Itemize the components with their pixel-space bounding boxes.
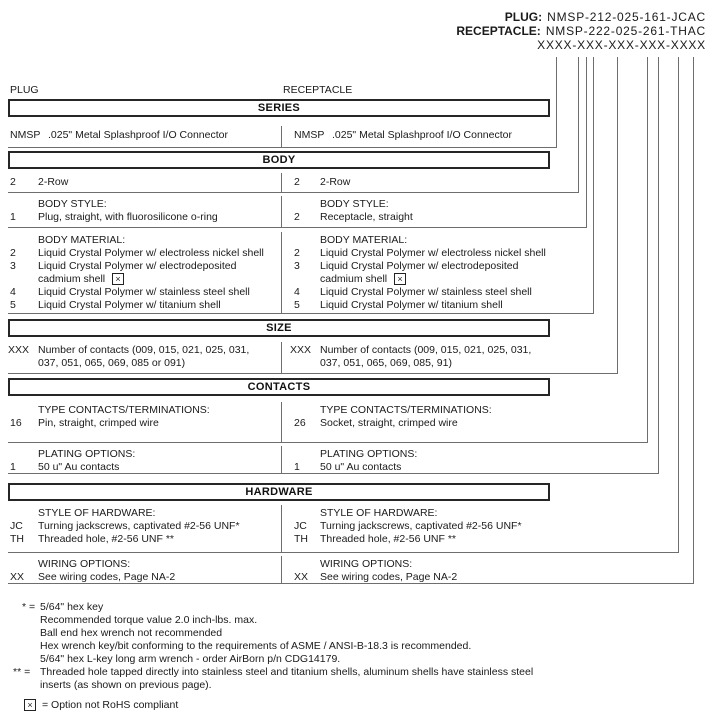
footnote-star-line: 5/64" hex L-key long arm wrench - order AirBorn p/n CDG14179. [40, 653, 341, 665]
not-rohs-icon [112, 273, 124, 285]
body-style-label-receptacle: BODY STYLE: [320, 198, 389, 210]
hardware-style-plug-code: JC [10, 520, 23, 532]
connector-line-body-style [586, 57, 587, 227]
series-receptacle-code: NMSP [294, 129, 325, 141]
column-divider-body-style [281, 196, 282, 227]
separator-series [8, 147, 557, 148]
body-material-plug-code: 4 [10, 286, 16, 298]
receptacle-part-number-label: RECEPTACLE: [456, 24, 541, 38]
connector-line-body-material [593, 57, 594, 313]
body-section-header: BODY [8, 151, 550, 169]
footnote-double-star-line: Threaded hole tapped directly into stainless steel and titanium shells, aluminum shells have stainless steel [40, 666, 534, 678]
body-style-plug-text: Plug, straight, with fluorosilicone o-ring [38, 211, 218, 223]
connector-line-wiring [693, 57, 694, 583]
plug-part-number-label: PLUG: [504, 10, 543, 24]
connector-line-hardware-style [678, 57, 679, 552]
separator-body-row [8, 192, 579, 193]
footnote-star-line: Hex wrench key/bit conforming to the requirements of ASME / ANSI-B-18.3 is recommended. [40, 640, 472, 652]
hardware-style-plug-text: Turning jackscrews, captivated #2-56 UNF* [38, 520, 240, 532]
contact-type-label-receptacle: TYPE CONTACTS/TERMINATIONS: [320, 404, 492, 416]
plating-receptacle-text: 50 u" Au contacts [320, 461, 402, 473]
connector-line-plating [658, 57, 659, 473]
wiring-plug-text: See wiring codes, Page NA-2 [38, 571, 176, 583]
body-material-label-receptacle: BODY MATERIAL: [320, 234, 408, 246]
contact-type-receptacle-code: 26 [294, 417, 306, 429]
hardware-section-header: HARDWARE [8, 483, 550, 501]
separator-hardware-style [8, 552, 679, 553]
separator-size [8, 373, 618, 374]
hardware-style-receptacle-text: Threaded hole, #2-56 UNF ** [320, 533, 456, 545]
wiring-plug-code: XX [10, 571, 25, 583]
body-material-plug-text: Liquid Crystal Polymer w/ stainless steel shell [38, 286, 250, 298]
part-number-block [456, 10, 706, 52]
plating-label-plug: PLATING OPTIONS: [38, 448, 136, 460]
body-style-plug-code: 1 [10, 211, 16, 223]
body-material-label-plug: BODY MATERIAL: [38, 234, 126, 246]
contact-type-plug-text: Pin, straight, crimped wire [38, 417, 159, 429]
footnote-star-line: 5/64" hex key [40, 601, 104, 613]
body-material-plug-code: 2 [10, 247, 16, 259]
body-material-plug-code: 5 [10, 299, 16, 311]
size-plug-text-line2: 037, 051, 065, 069, 085 or 091) [38, 357, 186, 369]
body-material-receptacle-text: Liquid Crystal Polymer w/ electroless nickel shell [320, 247, 546, 259]
separator-body-style [8, 227, 587, 228]
size-section-header: SIZE [8, 319, 550, 337]
hardware-style-receptacle-code: JC [294, 520, 307, 532]
not-rohs-icon [24, 699, 36, 711]
separator-body-material [8, 313, 594, 314]
body-material-plug-text: Liquid Crystal Polymer w/ electrodeposited [38, 260, 237, 272]
body-row-plug-text: 2-Row [38, 176, 69, 188]
plating-plug-code: 1 [10, 461, 16, 473]
connector-line-size [617, 57, 618, 373]
size-receptacle-text-line1: Number of contacts (009, 015, 021, 025, 031, [320, 344, 532, 356]
body-material-receptacle-text: cadmium shell [320, 273, 388, 285]
body-material-plug-text: Liquid Crystal Polymer w/ titanium shell [38, 299, 221, 311]
series-plug-text: .025" Metal Splashproof I/O Connector [48, 129, 228, 141]
body-material-receptacle-code: 2 [294, 247, 300, 259]
part-number-mask-line [456, 38, 706, 52]
footnote-double-star-symbol: ** = [13, 666, 31, 678]
body-material-receptacle-code: 4 [294, 286, 300, 298]
size-plug-code: XXX [8, 344, 30, 356]
footnote-star-symbol: * = [22, 601, 36, 613]
contacts-section-header: CONTACTS [8, 378, 550, 396]
wiring-receptacle-text: See wiring codes, Page NA-2 [320, 571, 458, 583]
column-header-plug: PLUG [10, 84, 39, 96]
footnote-star-line: Ball end hex wrench not recommended [40, 627, 223, 639]
body-row-receptacle-text: 2-Row [320, 176, 351, 188]
size-receptacle-code: XXX [290, 344, 312, 356]
body-material-plug-text: cadmium shell [38, 273, 106, 285]
separator-plating [8, 473, 659, 474]
column-divider-body-row [281, 173, 282, 192]
column-header-receptacle: RECEPTACLE [283, 84, 353, 96]
body-style-receptacle-text: Receptacle, straight [320, 211, 413, 223]
body-material-receptacle-text: Liquid Crystal Polymer w/ stainless steel shell [320, 286, 532, 298]
size-receptacle-text-line2: 037, 051, 065, 069, 085, 91) [320, 357, 452, 369]
hardware-style-plug-text: Threaded hole, #2-56 UNF ** [38, 533, 174, 545]
series-section-header: SERIES [8, 99, 550, 117]
hardware-style-label-plug: STYLE OF HARDWARE: [38, 507, 156, 519]
plating-receptacle-code: 1 [294, 461, 300, 473]
body-material-receptacle-text: Liquid Crystal Polymer w/ titanium shell [320, 299, 503, 311]
body-material-plug-text: Liquid Crystal Polymer w/ electroless nickel shell [38, 247, 264, 259]
connector-line-contact-type [647, 57, 648, 442]
body-material-receptacle-code: 3 [294, 260, 300, 272]
plating-plug-text: 50 u" Au contacts [38, 461, 120, 473]
body-style-label-plug: BODY STYLE: [38, 198, 107, 210]
footnote-double-star-line: inserts (as shown on previous page). [40, 679, 212, 691]
wiring-label-receptacle: WIRING OPTIONS: [320, 558, 413, 570]
plug-part-number-line [456, 10, 706, 24]
column-divider-plating [281, 446, 282, 473]
series-plug-code: NMSP [10, 129, 41, 141]
part-number-mask: XXXX-XXX-XXX-XXX-XXXX [537, 38, 706, 52]
contact-type-receptacle-text: Socket, straight, crimped wire [320, 417, 458, 429]
not-rohs-icon [394, 273, 406, 285]
separator-contact-type [8, 442, 648, 443]
column-divider-series [281, 126, 282, 147]
connector-line-series [556, 57, 557, 147]
contact-type-label-plug: TYPE CONTACTS/TERMINATIONS: [38, 404, 210, 416]
body-row-receptacle-code: 2 [294, 176, 300, 188]
wiring-label-plug: WIRING OPTIONS: [38, 558, 131, 570]
body-material-receptacle-text: Liquid Crystal Polymer w/ electrodeposited [320, 260, 519, 272]
hardware-style-plug-code: TH [10, 533, 24, 545]
plug-part-number-value: NMSP-212-025-161-JCAC [547, 10, 706, 24]
column-divider-body-material [281, 232, 282, 313]
column-divider-size [281, 342, 282, 373]
wiring-receptacle-code: XX [294, 571, 309, 583]
receptacle-part-number-line [456, 24, 706, 38]
separator-wiring [8, 583, 694, 584]
column-divider-hardware-style [281, 505, 282, 552]
column-divider-contact-type [281, 402, 282, 442]
receptacle-part-number-value: NMSP-222-025-261-THAC [545, 24, 706, 38]
hardware-style-receptacle-code: TH [294, 533, 308, 545]
body-row-plug-code: 2 [10, 176, 16, 188]
series-receptacle-text: .025" Metal Splashproof I/O Connector [332, 129, 512, 141]
contact-type-plug-code: 16 [10, 417, 22, 429]
footnote-rohs-text: = Option not RoHS compliant [42, 699, 179, 711]
connector-line-body-row [578, 57, 579, 192]
column-divider-wiring [281, 556, 282, 583]
body-style-receptacle-code: 2 [294, 211, 300, 223]
hardware-style-label-receptacle: STYLE OF HARDWARE: [320, 507, 438, 519]
plating-label-receptacle: PLATING OPTIONS: [320, 448, 418, 460]
body-material-receptacle-code: 5 [294, 299, 300, 311]
body-material-plug-code: 3 [10, 260, 16, 272]
hardware-style-receptacle-text: Turning jackscrews, captivated #2-56 UNF* [320, 520, 522, 532]
size-plug-text-line1: Number of contacts (009, 015, 021, 025, 031, [38, 344, 250, 356]
footnote-star-line: Recommended torque value 2.0 inch-lbs. max. [40, 614, 258, 626]
